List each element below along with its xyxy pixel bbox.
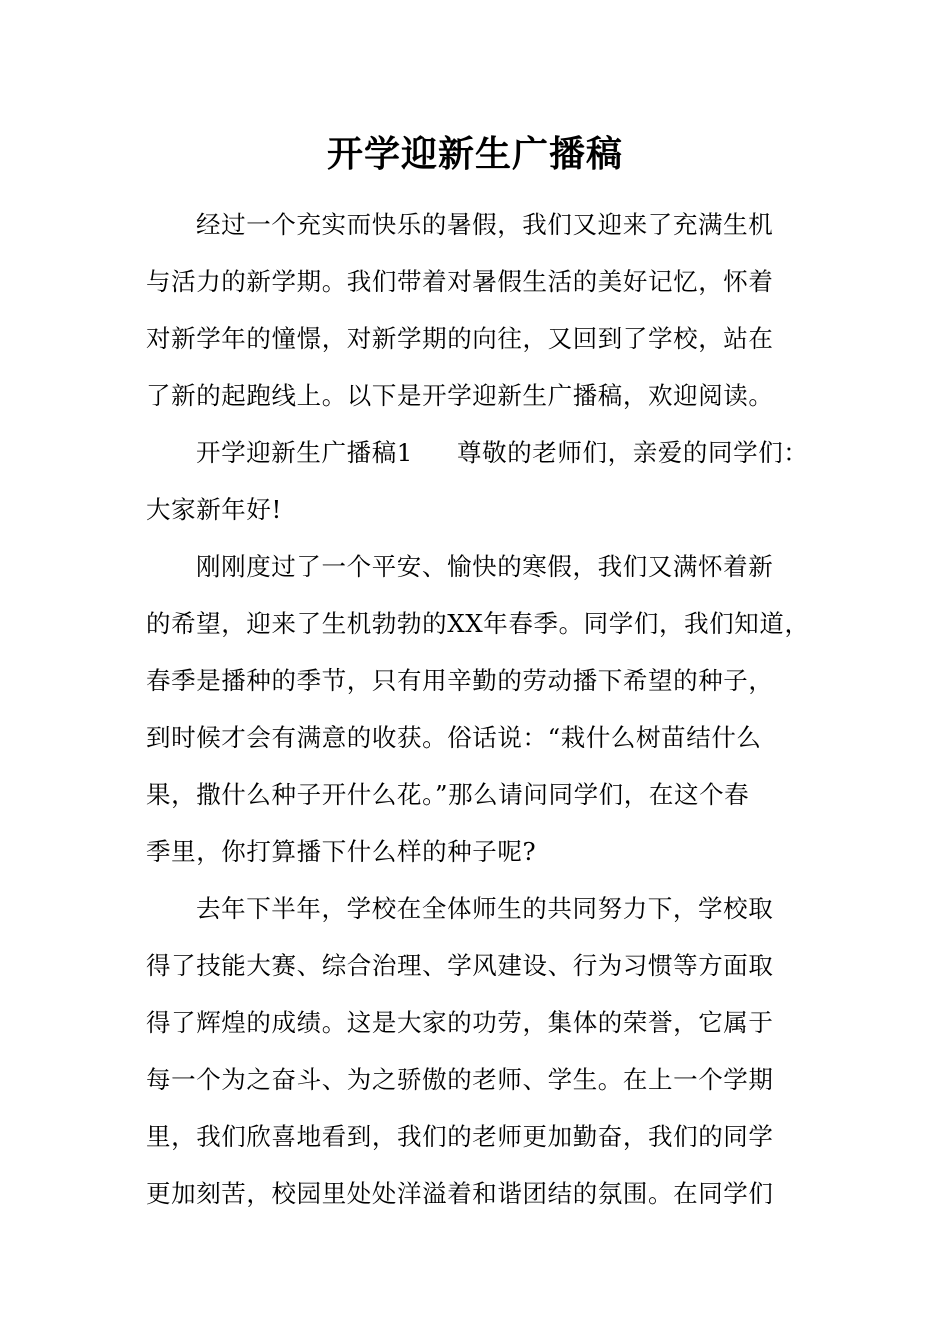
- paragraph-line: 得了辉煌的成绩。这是大家的功劳，集体的荣誉，它属于: [146, 1008, 774, 1037]
- paragraph-line: 的希望，迎来了生机勃勃的XX年春季。同学们，我们知道，: [146, 609, 810, 638]
- paragraph-line: 每一个为之奋斗、为之骄傲的老师、学生。在上一个学期: [146, 1065, 774, 1094]
- section-heading: 开学迎新生广播稿1: [196, 438, 413, 467]
- paragraph-line: [196, 433, 808, 473]
- paragraph-line: 更加刻苦，校园里处处洋溢着和谐团结的氛围。在同学们: [146, 1179, 774, 1208]
- paragraph-line: 刚刚度过了一个平安、愉快的寒假，我们又满怀着新: [196, 552, 774, 581]
- paragraph-line: 与活力的新学期。我们带着对暑假生活的美好记忆，怀着: [146, 267, 774, 296]
- greeting-text: 尊敬的老师们，亲爱的同学们：: [457, 438, 809, 467]
- paragraph-line: 对新学年的憧憬，对新学期的向往，又回到了学校，站在: [146, 324, 774, 353]
- paragraph-line: 里，我们欣喜地看到，我们的老师更加勤奋，我们的同学: [146, 1122, 774, 1151]
- paragraph-line: 果，撒什么种子开什么花。”那么请问同学们，在这个春: [146, 780, 750, 809]
- paragraph-line: 得了技能大赛、综合治理、学风建设、行为习惯等方面取: [146, 951, 774, 980]
- paragraph-line: 春季是播种的季节，只有用辛勤的劳动播下希望的种子，: [146, 666, 774, 695]
- paragraph-line: 季里，你打算播下什么样的种子呢?: [146, 837, 537, 866]
- paragraph-line: 去年下半年，学校在全体师生的共同努力下，学校取: [196, 894, 774, 923]
- paragraph-line: 大家新年好!: [146, 495, 282, 524]
- paragraph-line: 到时候才会有满意的收获。俗话说：“栽什么树苗结什么: [146, 723, 762, 752]
- paragraph-line: 了新的起跑线上。以下是开学迎新生广播稿，欢迎阅读。: [146, 381, 774, 410]
- document-title: 开学迎新生广播稿: [326, 133, 623, 175]
- paragraph-line: 经过一个充实而快乐的暑假，我们又迎来了充满生机: [196, 210, 774, 239]
